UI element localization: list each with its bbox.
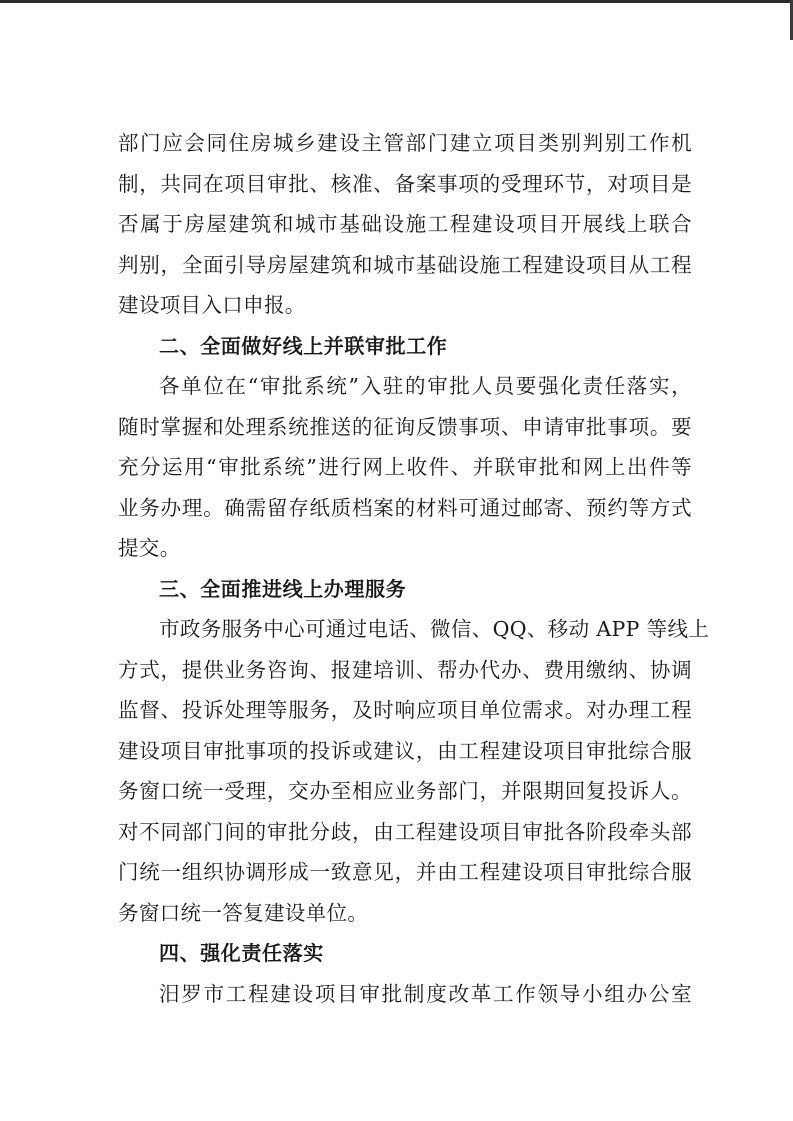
paragraph-online-services (118, 613, 710, 929)
text-line: 部门应会同住房城乡建设主管部门建立项目类别判别工作机 (118, 131, 692, 155)
text-line: 建设项目审批事项的投诉或建议，由工程建设项目审批综合服 (118, 738, 692, 763)
text-line: 提交。 (118, 536, 181, 560)
section-heading-2: 二、全面做好线上并联审批工作 (159, 333, 448, 358)
text-line: 充分运用“审批系统”进行网上收件、并联审批和网上出件等 (118, 455, 692, 479)
paragraph-project-category (118, 127, 692, 321)
section-heading-3: 三、全面推进线上办理服务 (159, 576, 407, 601)
text-line: 监督、投诉处理等服务，及时响应项目单位需求。对办理工程 (118, 698, 692, 722)
document-page (118, 127, 710, 1018)
text-line: 方式，提供业务咨询、报建培训、帮办代办、费用缴纳、协调 (118, 657, 692, 682)
text-line: 随时掌握和处理系统推送的征询反馈事项、申请审批事项。要 (118, 414, 692, 439)
section-heading-4: 四、强化责任落实 (159, 941, 324, 965)
scan-edge-top (0, 0, 793, 3)
paragraph-parallel-approval (118, 370, 692, 564)
text-line: 各单位在“审批系统”入驻的审批人员要强化责任落实， (159, 374, 692, 398)
text-line: 务窗口统一受理，交办至相应业务部门，并限期回复投诉人。 (118, 779, 692, 803)
text-line: 建设项目入口申报。 (118, 293, 306, 317)
text-line: 对不同部门间的审批分歧，由工程建设项目审批各阶段牵头部 (118, 819, 692, 844)
text-line: 制，共同在项目审批、核准、备案事项的受理环节，对项目是 (118, 171, 692, 196)
text-line: 否属于房屋建筑和城市基础设施工程建设项目开展线上联合 (118, 212, 692, 236)
text-line: 务窗口统一答复建设单位。 (118, 900, 369, 925)
text-line: 汨罗市工程建设项目审批制度改革工作领导小组办公室 (159, 981, 692, 1006)
text-line: 业务办理。确需留存纸质档案的材料可通过邮寄、预约等方式 (118, 495, 692, 520)
text-line: 判别，全面引导房屋建筑和城市基础设施工程建设项目从工程 (118, 252, 692, 277)
paragraph-responsibility (118, 978, 692, 1010)
text-line: 门统一组织协调形成一致意见，并由工程建设项目审批综合服 (118, 860, 692, 884)
text-line: 市政务服务中心可通过电话、微信、QQ、移动 APP 等线上 (159, 617, 710, 641)
